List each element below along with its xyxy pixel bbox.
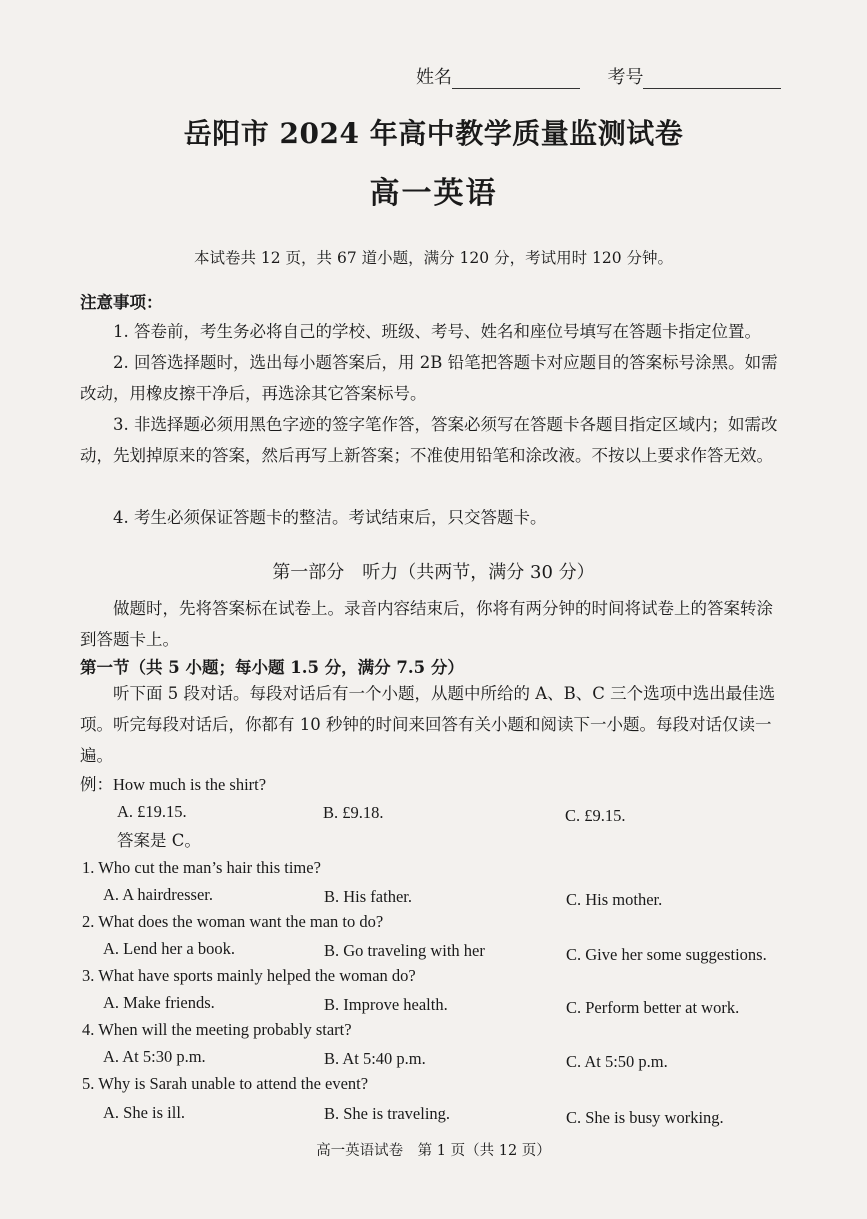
question-4: 4. When will the meeting probably start? (82, 1020, 352, 1039)
q3-option-a: A. Make friends. (103, 993, 215, 1012)
note-item-1: 1. 答卷前，考生务必将自己的学校、班级、考号、姓名和座位号填写在答题卡指定位置。 (113, 322, 761, 341)
example-option-b: B. £9.18. (323, 803, 384, 822)
q2-option-b: B. Go traveling with her (324, 941, 485, 960)
note-item-2: 2. 回答选择题时，选出每小题答案后，用 2B 铅笔把答题卡对应题目的答案标号涂黑。如需改动，用橡皮擦干净后，再选涂其它答案标号。 (80, 353, 778, 403)
page-subtitle: 高一英语 (369, 176, 498, 211)
example-answer: 答案是 C。 (117, 831, 201, 850)
page-footer: 高一英语试卷 第 1 页（共 12 页） (316, 1143, 551, 1159)
name-blank[interactable] (452, 70, 580, 89)
part1-heading: 第一部分 听力（共两节，满分 30 分） (272, 562, 595, 583)
example-option-a: A. £19.15. (117, 802, 187, 821)
section1-heading: 第一节（共 5 小题；每小题 1.5 分，满分 7.5 分） (80, 658, 464, 677)
q4-option-c: C. At 5:50 p.m. (566, 1052, 668, 1071)
q3-option-c: C. Perform better at work. (566, 998, 740, 1017)
q5-option-a: A. She is ill. (103, 1103, 186, 1122)
name-label: 姓名 (416, 67, 452, 88)
q5-option-b: B. She is traveling. (324, 1104, 451, 1123)
section1-instruction: 听下面 5 段对话。每段对话后有一个小题，从题中所给的 A、B、C 三个选项中选出最佳选项。听完每段对话后，你都有 10 秒钟的时间来回答有关小题和阅读下一小题。每段对话仅读一遍。 (80, 684, 776, 765)
header-fields (416, 63, 781, 89)
note-item-4: 4. 考生必须保证答题卡的整洁。考试结束后，只交答题卡。 (113, 508, 547, 527)
page-title: 岳阳市 2024 年高中教学质量监测试卷 (183, 117, 684, 150)
q1-option-a: A. A hairdresser. (103, 885, 213, 904)
question-1: 1. Who cut the man’s hair this time? (82, 858, 321, 877)
notes-heading: 注意事项： (80, 293, 163, 312)
exam-intro: 本试卷共 12 页，共 67 道小题，满分 120 分，考试用时 120 分钟。 (193, 249, 674, 267)
question-5: 5. Why is Sarah unable to attend the event? (82, 1074, 369, 1093)
note-item-3: 3. 非选择题必须用黑色字迹的签字笔作答，答案必须写在答题卡各题目指定区域内；如需改动，先划掉原来的答案，然后再写上新答案；不准使用铅笔和涂改液。不按以上要求作答无效。 (80, 415, 778, 465)
example-option-c: C. £9.15. (565, 806, 626, 825)
example-question: 例：How much is the shirt? (80, 775, 267, 794)
q2-option-a: A. Lend her a book. (103, 939, 235, 958)
part1-instruction: 做题时，先将答案标在试卷上。录音内容结束后，你将有两分钟的时间将试卷上的答案转涂到答题卡上。 (80, 599, 773, 649)
question-3: 3. What have sports mainly helped the woman do? (82, 966, 416, 985)
exam-no-label: 考号 (607, 67, 644, 88)
q4-option-a: A. At 5:30 p.m. (103, 1047, 206, 1066)
q1-option-b: B. His father. (324, 887, 412, 906)
q5-option-c: C. She is busy working. (566, 1108, 724, 1127)
q3-option-b: B. Improve health. (324, 995, 448, 1014)
question-2: 2. What does the woman want the man to do? (82, 912, 384, 931)
q2-option-c: C. Give her some suggestions. (566, 945, 767, 964)
q4-option-b: B. At 5:40 p.m. (324, 1049, 426, 1068)
q1-option-c: C. His mother. (566, 890, 663, 909)
exam-no-blank[interactable] (643, 70, 781, 89)
